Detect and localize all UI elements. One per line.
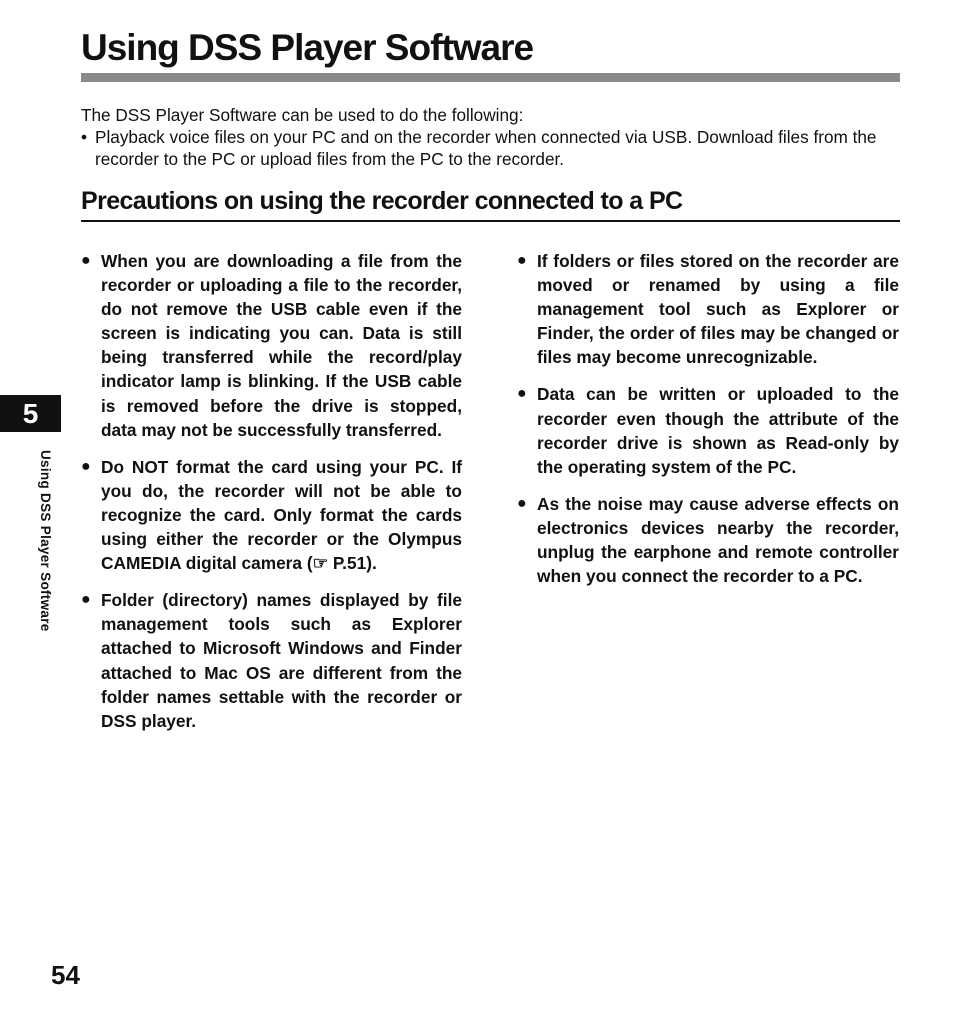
precaution-item [517, 382, 899, 478]
precaution-item [81, 249, 462, 442]
section-heading: Precautions on using the recorder connected to a PC [81, 187, 683, 215]
intro-bullet-item [81, 126, 903, 170]
bullet-icon: ● [517, 252, 527, 269]
page-title: Using DSS Player Software [81, 27, 534, 68]
bullet-icon: ● [517, 385, 527, 403]
precaution-item [517, 249, 899, 369]
intro-bullet-dot: • [81, 127, 88, 147]
side-chapter-label: Using DSS Player Software [38, 450, 53, 632]
page-number: 54 [51, 960, 80, 990]
bullet-icon: ● [81, 457, 91, 475]
precaution-text: Do NOT format the card using your PC. If you do, the recorder will not be able to recognize the card. Only format the cards using either the recorder or the Olympus CAMEDIA digital camera (☞ P.51). [101, 456, 462, 574]
left-column [81, 249, 462, 746]
precaution-text: As the noise may cause adverse effects on electronics devices nearby the recorder, unplug the earphone and remote controller when you connect the recorder to a PC. [537, 493, 899, 587]
precaution-text: Data can be written or uploaded to the recorder even though the attribute of the recorder drive is shown as Read-only by the operating system of the PC. [537, 384, 899, 477]
title-rule [81, 73, 900, 82]
precaution-text: When you are downloading a file from the recorder or uploading a file to the recorder, do not remove the USB cable even if the screen is indicating you can. Data is still being transferred while the record/play indicator lamp is blinking. If the USB cable is removed before the drive is stopped, data may not be successfully transferred. [101, 251, 462, 440]
intro-text: The DSS Player Software can be used to do the following: [81, 105, 524, 125]
section-rule [81, 220, 900, 222]
bullet-icon: ● [517, 494, 527, 512]
precaution-item [517, 492, 899, 588]
right-column [517, 249, 899, 601]
precaution-text: If folders or files stored on the recorder are moved or renamed by using a file management tool such as Explorer or Finder, the order of files may be changed or files may become unrecognizable. [537, 251, 899, 368]
bullet-icon: ● [81, 252, 91, 269]
precaution-item [81, 588, 462, 733]
precaution-text: Folder (directory) names displayed by file management tools such as Explorer attached to Microsoft Windows and Finder attached to Mac OS are different from the folder names settable with the recorder or DSS player. [101, 590, 462, 731]
precaution-item [81, 455, 462, 575]
intro-bullet-text: Playback voice files on your PC and on the recorder when connected via USB. Download files from the recorder to the PC or upload files from the PC to the recorder. [95, 127, 877, 169]
intro-block [81, 104, 903, 170]
bullet-icon: ● [81, 591, 91, 609]
chapter-tab: 5 [0, 395, 61, 432]
